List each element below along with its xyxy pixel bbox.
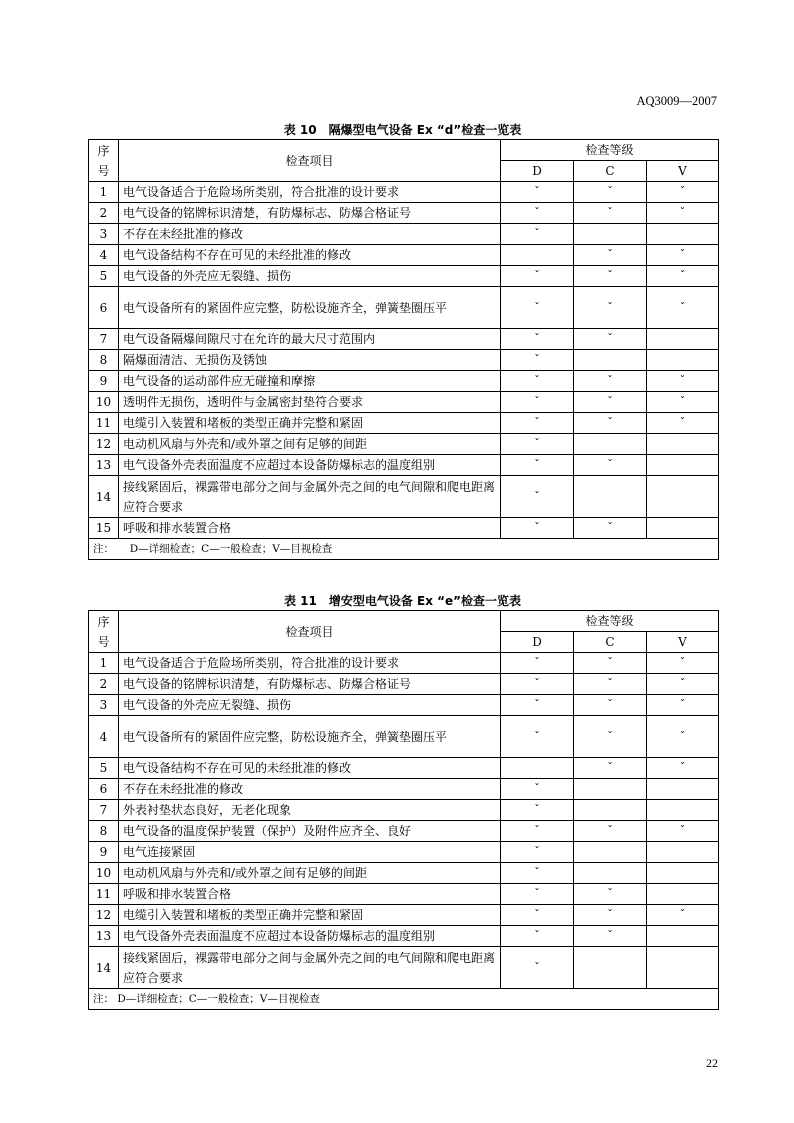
grade-v-mark (647, 329, 719, 350)
row-number: 4 (89, 245, 119, 266)
grade-header: 检查等级 (501, 140, 719, 161)
grade-d-mark: ˇ (501, 779, 574, 800)
grade-v-mark (647, 926, 719, 947)
row-number: 9 (89, 842, 119, 863)
inspection-item: 电气设备外壳表面温度不应超过本设备防爆标志的温度组别 (119, 926, 501, 947)
grade-c-mark: ˇ (574, 905, 647, 926)
inspection-item: 电缆引入装置和堵板的类型正确并完整和紧固 (119, 413, 501, 434)
row-number: 7 (89, 800, 119, 821)
grade-d-mark: ˇ (501, 695, 574, 716)
grade-v-mark (647, 518, 719, 539)
grade-d-mark: ˇ (501, 392, 574, 413)
inspection-item: 电动机风扇与外壳和/或外罩之间有足够的间距 (119, 434, 501, 455)
grade-header: 检查等级 (501, 611, 719, 632)
grade-c-mark: ˇ (574, 413, 647, 434)
table-row (89, 947, 719, 989)
table-row (89, 476, 719, 518)
grade-c-mark: ˇ (574, 266, 647, 287)
grade-d-mark: ˇ (501, 674, 574, 695)
row-number: 6 (89, 287, 119, 329)
grade-v-mark: ˇ (647, 287, 719, 329)
grade-c-mark (574, 779, 647, 800)
inspection-item: 电缆引入装置和堵板的类型正确并完整和紧固 (119, 905, 501, 926)
row-number: 14 (89, 947, 119, 989)
grade-c-mark: ˇ (574, 287, 647, 329)
inspection-item: 电气设备的铭牌标识清楚，有防爆标志、防爆合格证号 (119, 674, 501, 695)
grade-c-mark: ˇ (574, 392, 647, 413)
row-number: 8 (89, 350, 119, 371)
inspection-item: 电气设备的铭牌标识清楚，有防爆标志、防爆合格证号 (119, 203, 501, 224)
table-note: 注： D—详细检查；C—一般检查；V—目视检查 (89, 539, 719, 560)
seq-header-bottom: 号 (97, 634, 110, 649)
table-row (89, 758, 719, 779)
table-row (89, 800, 719, 821)
grade-v-mark (647, 779, 719, 800)
grade-c-mark (574, 863, 647, 884)
grade-c-mark: ˇ (574, 371, 647, 392)
inspection-item: 透明件无损伤，透明件与金属密封垫符合要求 (119, 392, 501, 413)
grade-v-mark: ˇ (647, 905, 719, 926)
table-row (89, 842, 719, 863)
row-number: 12 (89, 905, 119, 926)
table-row (89, 350, 719, 371)
table-note-row (89, 989, 719, 1010)
grade-v-header: V (647, 161, 719, 182)
inspection-item: 呼吸和排水装置合格 (119, 518, 501, 539)
grade-d-mark: ˇ (501, 329, 574, 350)
grade-c-mark: ˇ (574, 758, 647, 779)
grade-d-mark: ˇ (501, 863, 574, 884)
row-number: 3 (89, 695, 119, 716)
inspection-item: 电气设备结构不存在可见的未经批准的修改 (119, 245, 501, 266)
grade-c-mark: ˇ (574, 455, 647, 476)
grade-c-mark: ˇ (574, 884, 647, 905)
row-number: 13 (89, 455, 119, 476)
table-row (89, 653, 719, 674)
grade-v-mark: ˇ (647, 758, 719, 779)
inspection-item: 电气设备的运动部件应无碰撞和摩擦 (119, 371, 501, 392)
table-note: 注： D—详细检查；C—一般检查；V—目视检查 (89, 989, 719, 1010)
row-number: 14 (89, 476, 119, 518)
inspection-item: 电气设备的外壳应无裂缝、损伤 (119, 266, 501, 287)
grade-d-mark: ˇ (501, 476, 574, 518)
table-row (89, 884, 719, 905)
grade-v-mark: ˇ (647, 266, 719, 287)
inspection-item: 外表衬垫状态良好，无老化现象 (119, 800, 501, 821)
grade-v-mark (647, 947, 719, 989)
grade-c-header: C (574, 161, 647, 182)
grade-c-mark: ˇ (574, 926, 647, 947)
grade-v-mark: ˇ (647, 245, 719, 266)
row-number: 1 (89, 182, 119, 203)
grade-c-mark (574, 842, 647, 863)
grade-d-mark: ˇ (501, 413, 574, 434)
grade-d-header: D (501, 161, 574, 182)
grade-v-mark (647, 434, 719, 455)
row-number: 10 (89, 863, 119, 884)
grade-c-mark (574, 800, 647, 821)
grade-d-mark: ˇ (501, 821, 574, 842)
row-number: 7 (89, 329, 119, 350)
table-row (89, 926, 719, 947)
grade-c-mark: ˇ (574, 182, 647, 203)
table-11-caption: 表 11 增安型电气设备 Ex “e”检查一览表 (283, 594, 522, 608)
row-number: 5 (89, 758, 119, 779)
inspection-item: 不存在未经批准的修改 (119, 224, 501, 245)
grade-v-mark: ˇ (647, 674, 719, 695)
grade-d-mark: ˇ (501, 287, 574, 329)
table-row (89, 434, 719, 455)
row-number: 10 (89, 392, 119, 413)
grade-v-mark: ˇ (647, 182, 719, 203)
seq-header (89, 140, 119, 182)
grade-v-mark: ˇ (647, 653, 719, 674)
table-row (89, 392, 719, 413)
grade-v-mark: ˇ (647, 203, 719, 224)
table-10-inspection-list (88, 139, 719, 560)
grade-c-header: C (574, 632, 647, 653)
table-row (89, 863, 719, 884)
grade-d-mark: ˇ (501, 947, 574, 989)
table-row (89, 245, 719, 266)
row-number: 5 (89, 266, 119, 287)
grade-c-mark: ˇ (574, 674, 647, 695)
grade-c-mark (574, 476, 647, 518)
grade-c-mark: ˇ (574, 329, 647, 350)
inspection-item: 电气设备所有的紧固件应完整，防松设施齐全，弹簧垫圈压平 (119, 716, 501, 758)
grade-d-mark: ˇ (501, 350, 574, 371)
table-note-row (89, 539, 719, 560)
grade-v-mark (647, 842, 719, 863)
inspection-item: 电气设备外壳表面温度不应超过本设备防爆标志的温度组别 (119, 455, 501, 476)
row-number: 1 (89, 653, 119, 674)
grade-d-mark: ˇ (501, 224, 574, 245)
grade-d-mark (501, 758, 574, 779)
grade-d-mark: ˇ (501, 800, 574, 821)
inspection-item: 不存在未经批准的修改 (119, 779, 501, 800)
grade-d-header: D (501, 632, 574, 653)
grade-c-mark (574, 434, 647, 455)
inspection-item: 电气设备的外壳应无裂缝、损伤 (119, 695, 501, 716)
row-number: 11 (89, 884, 119, 905)
inspection-item: 电气设备的温度保护装置（保护）及附件应齐全、良好 (119, 821, 501, 842)
inspection-item: 隔爆面清洁、无损伤及锈蚀 (119, 350, 501, 371)
grade-v-header: V (647, 632, 719, 653)
row-number: 2 (89, 674, 119, 695)
inspection-item: 呼吸和排水装置合格 (119, 884, 501, 905)
grade-d-mark: ˇ (501, 905, 574, 926)
grade-d-mark: ˇ (501, 884, 574, 905)
table-11-inspection-list (88, 610, 719, 1010)
grade-v-mark (647, 455, 719, 476)
document-code: AQ3009—2007 (636, 94, 717, 108)
grade-v-mark: ˇ (647, 695, 719, 716)
inspection-item: 电气设备适合于危险场所类别，符合批准的设计要求 (119, 182, 501, 203)
grade-v-mark (647, 224, 719, 245)
table-row (89, 329, 719, 350)
row-number: 6 (89, 779, 119, 800)
grade-c-mark: ˇ (574, 695, 647, 716)
row-number: 4 (89, 716, 119, 758)
grade-d-mark: ˇ (501, 434, 574, 455)
inspection-item: 电气设备适合于危险场所类别，符合批准的设计要求 (119, 653, 501, 674)
seq-header-top: 序 (97, 614, 110, 629)
row-number: 12 (89, 434, 119, 455)
grade-c-mark: ˇ (574, 518, 647, 539)
grade-d-mark: ˇ (501, 266, 574, 287)
grade-c-mark: ˇ (574, 653, 647, 674)
table-row (89, 674, 719, 695)
grade-v-mark (647, 863, 719, 884)
grade-c-mark (574, 224, 647, 245)
inspection-item: 电气设备所有的紧固件应完整，防松设施齐全，弹簧垫圈压平 (119, 287, 501, 329)
item-header: 检查项目 (119, 611, 501, 653)
grade-d-mark: ˇ (501, 182, 574, 203)
grade-d-mark: ˇ (501, 203, 574, 224)
inspection-item: 电气设备隔爆间隙尺寸在允许的最大尺寸范围内 (119, 329, 501, 350)
inspection-item: 电动机风扇与外壳和/或外罩之间有足够的间距 (119, 863, 501, 884)
row-number: 2 (89, 203, 119, 224)
row-number: 3 (89, 224, 119, 245)
grade-d-mark (501, 245, 574, 266)
item-header: 检查项目 (119, 140, 501, 182)
table-row (89, 371, 719, 392)
table-row (89, 905, 719, 926)
inspection-item: 接线紧固后，裸露带电部分之间与金属外壳之间的电气间隙和爬电距离应符合要求 (119, 476, 501, 518)
grade-v-mark (647, 350, 719, 371)
inspection-item: 电气连接紧固 (119, 842, 501, 863)
grade-d-mark: ˇ (501, 716, 574, 758)
table-row (89, 287, 719, 329)
grade-c-mark: ˇ (574, 245, 647, 266)
table-row (89, 413, 719, 434)
grade-d-mark: ˇ (501, 926, 574, 947)
table-row (89, 182, 719, 203)
grade-c-mark: ˇ (574, 716, 647, 758)
table-10-caption: 表 10 隔爆型电气设备 Ex “d”检查一览表 (283, 123, 522, 137)
table-row (89, 224, 719, 245)
grade-v-mark: ˇ (647, 413, 719, 434)
table-row (89, 518, 719, 539)
grade-c-mark (574, 350, 647, 371)
grade-d-mark: ˇ (501, 842, 574, 863)
row-number: 15 (89, 518, 119, 539)
grade-v-mark: ˇ (647, 716, 719, 758)
row-number: 9 (89, 371, 119, 392)
inspection-item: 电气设备结构不存在可见的未经批准的修改 (119, 758, 501, 779)
seq-header-top: 序 (97, 143, 110, 158)
table-row (89, 455, 719, 476)
table-row (89, 203, 719, 224)
grade-d-mark: ˇ (501, 455, 574, 476)
inspection-item: 接线紧固后，裸露带电部分之间与金属外壳之间的电气间隙和爬电距离应符合要求 (119, 947, 501, 989)
grade-c-mark: ˇ (574, 203, 647, 224)
grade-v-mark (647, 884, 719, 905)
grade-v-mark: ˇ (647, 371, 719, 392)
table-row (89, 266, 719, 287)
grade-d-mark: ˇ (501, 518, 574, 539)
row-number: 13 (89, 926, 119, 947)
page-number: 22 (706, 1056, 718, 1070)
table-row (89, 779, 719, 800)
table-row (89, 821, 719, 842)
grade-v-mark: ˇ (647, 821, 719, 842)
grade-d-mark: ˇ (501, 371, 574, 392)
row-number: 11 (89, 413, 119, 434)
grade-d-mark: ˇ (501, 653, 574, 674)
seq-header-bottom: 号 (97, 163, 110, 178)
table-row (89, 695, 719, 716)
row-number: 8 (89, 821, 119, 842)
seq-header (89, 611, 119, 653)
grade-c-mark: ˇ (574, 821, 647, 842)
table-row (89, 716, 719, 758)
grade-v-mark (647, 800, 719, 821)
grade-v-mark (647, 476, 719, 518)
grade-v-mark: ˇ (647, 392, 719, 413)
grade-c-mark (574, 947, 647, 989)
